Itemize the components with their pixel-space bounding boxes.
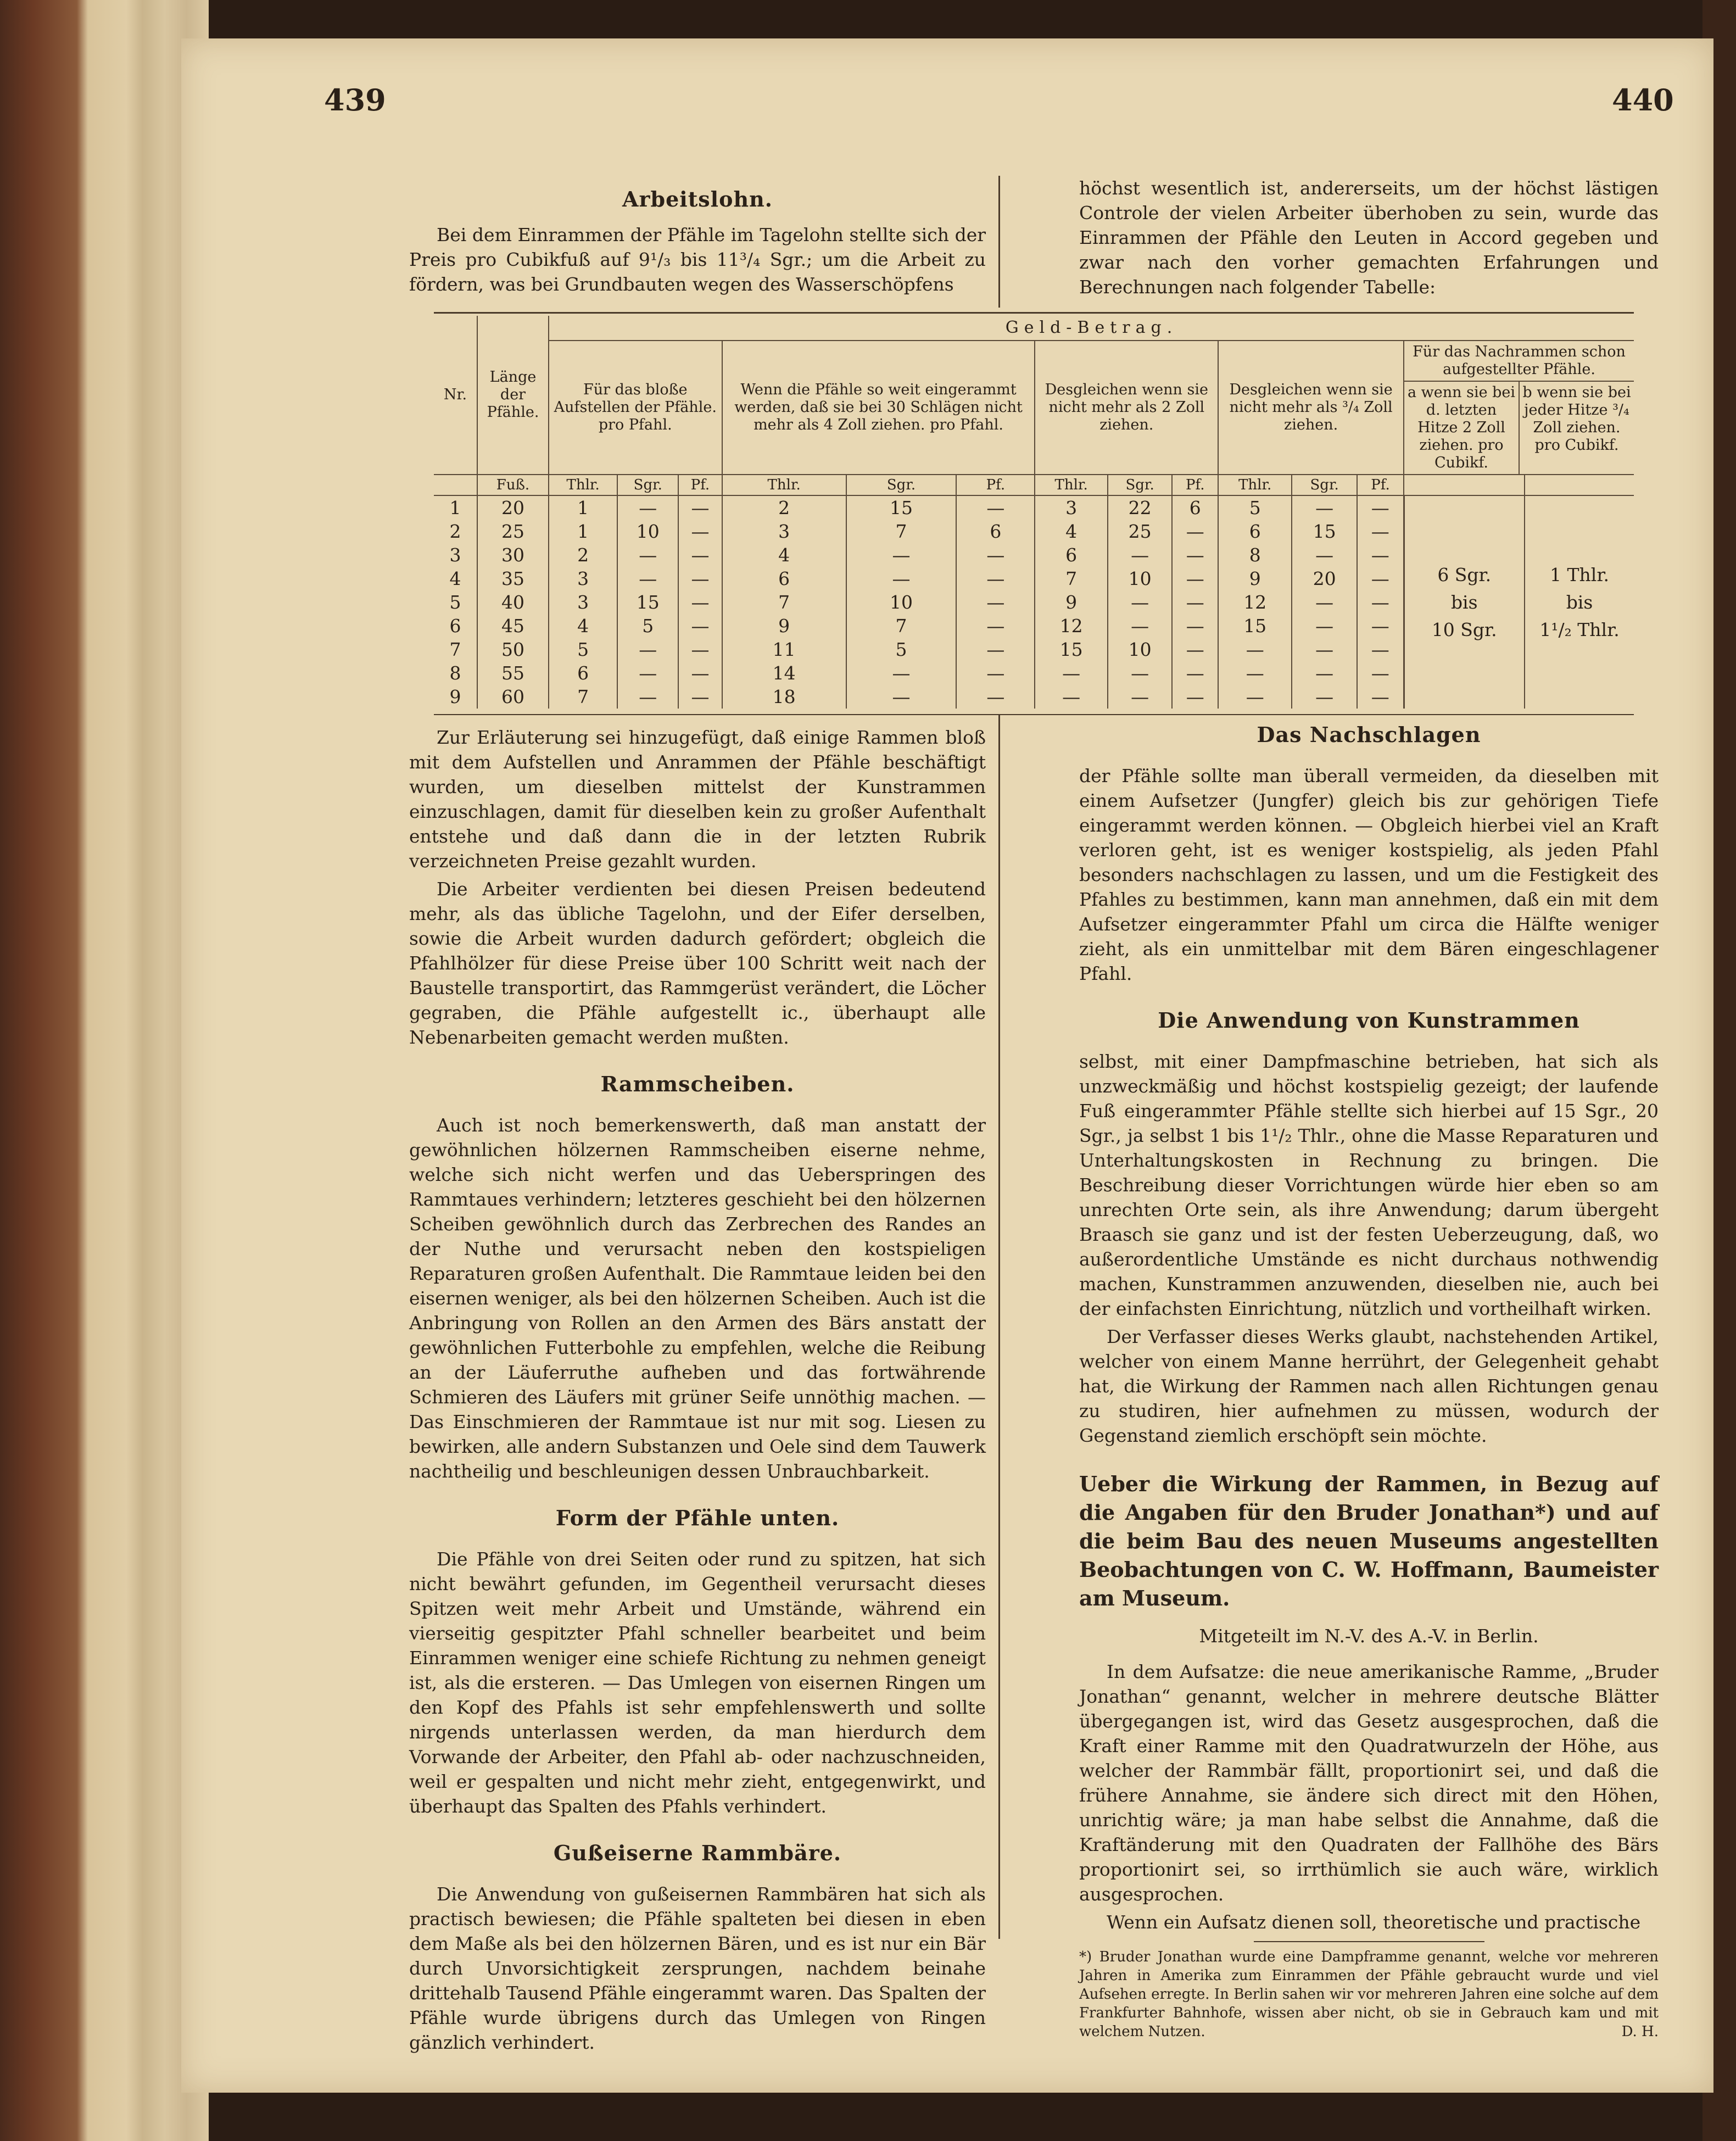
col-g5-title: Für das Nachrammen schon aufgestellter Pfähle. <box>1404 341 1634 382</box>
arbeitslohn-heading: Arbeitslohn. <box>622 187 773 211</box>
table-cell: — <box>1292 638 1357 661</box>
table-cell: — <box>1292 543 1357 567</box>
table-cell: 2 <box>549 543 617 567</box>
table-cell: — <box>956 590 1035 614</box>
unit-sgr: Sgr. <box>617 475 678 495</box>
table-cell: 5 <box>617 614 678 638</box>
unit-fuss: Fuß. <box>477 475 549 495</box>
page-number-left: 439 <box>324 82 386 118</box>
table-cell: — <box>1357 638 1404 661</box>
table-cell: 6 <box>449 615 461 637</box>
right-column-lower <box>1079 717 1659 2041</box>
table-cell: — <box>1357 520 1404 543</box>
table-cell: — <box>1172 638 1218 661</box>
table-cell: 15 <box>617 590 678 614</box>
table-cell: 40 <box>477 590 549 614</box>
price-table <box>434 316 1634 709</box>
table-cell: — <box>1108 685 1172 709</box>
table-cell: 60 <box>477 685 549 709</box>
table-cell: 3 <box>1035 495 1107 520</box>
table-cell: 9 <box>1035 590 1107 614</box>
table-cell: 7 <box>722 590 846 614</box>
table-cell: — <box>678 661 722 685</box>
table-cell: — <box>956 495 1035 520</box>
unit-thlr: Thlr. <box>1218 475 1292 495</box>
table-cell: 15 <box>846 495 957 520</box>
table-cell: 4 <box>1035 520 1107 543</box>
table-cell: 9 <box>722 614 846 638</box>
table-cell: 3 <box>722 520 846 543</box>
nachschlagen-heading: Das Nachschlagen <box>1257 722 1481 747</box>
table-cell: 35 <box>477 567 549 590</box>
mitgeteilt-line: Mitgeteilt im N.-V. des A.-V. in Berlin. <box>1199 1625 1539 1647</box>
col-g2: Wenn die Pfähle so weit eingerammt werden, daß sie bei 30 Schlägen nicht mehr als 4 Zoll ziehen. pro Pfahl. <box>722 341 1035 475</box>
col-g5a: a wenn sie bei d. letzten Hitze 2 Zoll ziehen. pro Cubikf. <box>1404 382 1520 474</box>
range-cell-b <box>1525 495 1634 709</box>
table-cell: — <box>678 495 722 520</box>
table-cell: — <box>1218 661 1292 685</box>
range-line: 1 Thlr. <box>1550 564 1609 586</box>
unit-sgr: Sgr. <box>1108 475 1172 495</box>
table-cell: — <box>1172 590 1218 614</box>
range-line: 1¹/₂ Thlr. <box>1539 618 1620 640</box>
table-cell: 1 <box>549 495 617 520</box>
col-g5b: b wenn sie bei jeder Hitze ³/₄ Zoll ziehen. pro Cubikf. <box>1522 384 1631 454</box>
table-cell: — <box>1292 495 1357 520</box>
table-row <box>434 495 1634 520</box>
guss-heading: Gußeiserne Rammbäre. <box>553 1841 842 1865</box>
table-cell: — <box>1357 495 1404 520</box>
table-cell: — <box>678 520 722 543</box>
table-cell: — <box>956 567 1035 590</box>
footnote-text: *) Bruder Jonathan wurde eine Dampframme genannt, welche vor mehreren Jahren in Amerika zum Einrammen der Pfähle gebraucht wurde und viel Aufsehen erregte. In Berlin sahen wir vor mehreren Jahren eine solche auf dem Frankfurter Bahnhofe, wissen aber nicht, ob sie in Gebrauch kam und mit welchem Nutzen. <box>1079 1949 1659 2040</box>
table-cell: — <box>846 567 957 590</box>
table-cell: 7 <box>1035 567 1107 590</box>
header-geld-betrag: Geld-Betrag. <box>549 316 1634 341</box>
unit-pf: Pf. <box>1357 475 1404 495</box>
table-cell: 6 <box>722 567 846 590</box>
col-laenge: Länge der Pfähle. <box>477 316 549 475</box>
table-cell: 7 <box>846 520 957 543</box>
table-cell: — <box>1035 661 1107 685</box>
anwendung-paragraph-1: selbst, mit einer Dampfmaschine betrieben, hat sich als unzweckmäßig und höchst kostspielig gezeigt; der laufende Fuß eingerammter Pfähle stellte sich hierbei auf 15 Sgr., 20 Sgr., ja selbst 1 bis 1¹/₂ Thlr., ohne die Masse Reparaturen und Unterhaltungskosten in Rechnung zu bringen. Die Beschreibung dieser Vorrichtungen würde hier eben so am unrechten Orte sein, als ihre Anwendung; darum übergeht Braasch sie ganz und ist der festen Ueberzeugung, daß, wo außerordentliche Umstände es nicht durchaus nothwendig machen, Kunstrammen anzuwenden, dieselben nie, auch bei der einfachsten Einrichtung, nützlich und vortheilhaft wirken. <box>1079 1051 1659 1319</box>
table-cell: — <box>1292 614 1357 638</box>
table-cell: — <box>1172 685 1218 709</box>
table-cell: 6 <box>956 520 1035 543</box>
form-paragraph: Die Pfähle von drei Seiten oder rund zu spitzen, hat sich nicht bewährt gefunden, im Gegentheil verursacht dieses Spitzen weit mehr Arbeit und Umstände, während ein vierseitig gespitzter Pfahl schneller bearbeitet und beim Einrammen weniger eine schiefe Richtung zu nehmen geneigt ist, als die ersteren. — Das Umlegen von eisernen Ringen um den Kopf des Pfahls ist sehr empfehlenswerth und sollte nirgends unterlassen werden, da man hierdurch dem Vorwande der Arbeiter, den Pfahl ab- oder nachzuschneiden, weil er gespalten und nicht mehr zieht, entgegenwirkt, und überhaupt das Spalten des Pfahls verhindert. <box>409 1548 986 1817</box>
table-cell: 20 <box>477 495 549 520</box>
table-cell: — <box>1218 638 1292 661</box>
table-cell: — <box>956 543 1035 567</box>
table-cell: — <box>1292 590 1357 614</box>
range-line: 10 Sgr. <box>1431 618 1497 640</box>
table-cell: — <box>678 543 722 567</box>
table-cell: — <box>956 685 1035 709</box>
rammscheiben-paragraph: Auch ist noch bemerkenswerth, daß man anstatt der gewöhnlichen hölzernen Rammscheiben eiserne nehme, welche sich nicht werfen und das Ueberspringen des Rammtaues verhindern; letzteres geschieht bei den hölzernen Scheiben gewöhnlich durch das Zerbrechen des Randes an der Nuthe und verursacht neben den kostspieligen Reparaturen großen Aufenthalt. Die Rammtaue leiden bei den eisernen weniger, als bei den hölzernen Scheiben. Auch ist die Anbringung von Rollen an den Armen des Bärs anstatt der gewöhnlichen Futterbohle zu empfehlen, welche die Reibung an der Läuferruthe aufheben und das fortwährende Schmieren des Läufers mit grüner Seife unnöthig machen. — Das Einschmieren der Rammtaue ist nur mit sog. Liesen zu bewirken, alle andern Substanzen und Oele sind dem Tauwerk nachtheilig und beschleunigen dessen Unbrauchbarkeit. <box>409 1114 986 1482</box>
table-cell: — <box>617 638 678 661</box>
table-cell: — <box>956 638 1035 661</box>
table-cell: 2 <box>449 520 461 542</box>
table-cell: — <box>956 614 1035 638</box>
table-cell: — <box>617 543 678 567</box>
column-divider-lower <box>998 714 1000 1939</box>
page-number-right: 440 <box>1612 82 1674 118</box>
table-cell: 6 <box>549 661 617 685</box>
col-g3: Desgleichen wenn sie nicht mehr als 2 Zoll ziehen. <box>1035 341 1218 475</box>
footnote-signature: D. H. <box>1621 2023 1659 2040</box>
unit-thlr: Thlr. <box>722 475 846 495</box>
table-body <box>434 495 1634 709</box>
table-bottom-rule <box>434 714 1634 715</box>
table-cell: 1 <box>549 520 617 543</box>
table-cell: 2 <box>722 495 846 520</box>
table-cell: — <box>1292 685 1357 709</box>
table-cell: — <box>1108 661 1172 685</box>
arbeitslohn-section <box>409 176 986 300</box>
table-cell: — <box>1108 543 1172 567</box>
table-cell: 14 <box>722 661 846 685</box>
col-g1: Für das bloße Aufstellen der Pfähle. pro Pfahl. <box>549 341 722 475</box>
table-cell: 11 <box>722 638 846 661</box>
table-cell: — <box>846 685 957 709</box>
table-cell: 12 <box>1218 590 1292 614</box>
table-cell: — <box>678 590 722 614</box>
table-cell: — <box>846 661 957 685</box>
table-cell: — <box>1357 567 1404 590</box>
table-cell: 9 <box>1218 567 1292 590</box>
table-cell: 45 <box>477 614 549 638</box>
unit-sgr: Sgr. <box>1292 475 1357 495</box>
table-cell: 25 <box>477 520 549 543</box>
table-cell: — <box>617 661 678 685</box>
ueber-heading: Ueber die Wirkung der Rammen, in Bezug auf die Angaben für den Bruder Jonathan*) und auf die beim Bau des neuen Museums angestellten Beobachtungen von C. W. Hoffmann, Baumeister am Museum. <box>1079 1471 1659 1610</box>
table-cell: — <box>1108 614 1172 638</box>
table-cell: — <box>678 638 722 661</box>
footnote-rule <box>1254 1941 1484 1942</box>
table-cell: — <box>1172 543 1218 567</box>
table-cell: 4 <box>449 567 461 589</box>
table-cell: — <box>617 567 678 590</box>
table-cell: — <box>617 685 678 709</box>
anwendung-paragraph-2: Der Verfasser dieses Werks glaubt, nachstehenden Artikel, welcher von einem Manne herrührt, der Gelegenheit gehabt hat, die Wirkung der Rammen nach allen Richtungen genau zu studiren, hier aufnehmen zu müssen, wodurch der Gegenstand ziemlich erschöpft sein möchte. <box>1079 1326 1659 1446</box>
erlaeuterung-paragraph-2: Die Arbeiter verdienten bei diesen Preisen bedeutend mehr, als das übliche Tagelohn, und der Eifer derselben, sowie die Arbeit wurden dadurch gefördert; obgleich die Pfahlhölzer für diese Preise über 100 Schritt weit nach der Baustelle transportirt, das Rammgerüst verändert, die Löcher gegraben, die Pfähle aufgestellt ic., überhaupt alle Nebenarbeiten gemacht werden mußten. <box>409 878 986 1048</box>
table-cell: 8 <box>1218 543 1292 567</box>
unit-pf: Pf. <box>678 475 722 495</box>
table-cell: — <box>1357 543 1404 567</box>
table-cell: 8 <box>449 662 461 684</box>
table-cell: 7 <box>846 614 957 638</box>
col-g5 <box>1404 341 1634 475</box>
table-cell: 22 <box>1108 495 1172 520</box>
table-cell: 9 <box>449 685 461 707</box>
table-cell: 6 <box>1035 543 1107 567</box>
table-cell: 15 <box>1292 520 1357 543</box>
table-cell: 6 <box>1172 495 1218 520</box>
table-cell: — <box>617 495 678 520</box>
table-cell: — <box>1357 661 1404 685</box>
unit-thlr: Thlr. <box>1035 475 1107 495</box>
table-cell: — <box>1172 520 1218 543</box>
table-cell: 25 <box>1108 520 1172 543</box>
table-cell: — <box>1357 685 1404 709</box>
rammscheiben-heading: Rammscheiben. <box>600 1072 795 1096</box>
table-cell: 30 <box>477 543 549 567</box>
erlaeuterung-paragraph-1: Zur Erläuterung sei hinzugefügt, daß einige Rammen bloß mit dem Aufstellen und Anrammen der Pfähle beschäftigt wurden, um dieselben mittelst der Kunstrammen einzuschlagen, damit für dieselben kein zu großer Aufenthalt entstehe und daß dann die in der letzten Rubrik verzeichneten Preise gezahlt wurden. <box>409 727 986 872</box>
table-cell: — <box>1292 661 1357 685</box>
unit-pf: Pf. <box>1172 475 1218 495</box>
table-cell: — <box>846 543 957 567</box>
table-cell: 18 <box>722 685 846 709</box>
table-cell: 15 <box>1035 638 1107 661</box>
table-cell: 20 <box>1292 567 1357 590</box>
table-cell: — <box>1172 614 1218 638</box>
table-cell: — <box>1108 590 1172 614</box>
aufsatz-paragraph-2: Wenn ein Aufsatz dienen soll, theoretische und practische <box>1107 1911 1641 1933</box>
table-cell: 12 <box>1035 614 1107 638</box>
table-cell: 10 <box>1108 567 1172 590</box>
unit-pf: Pf. <box>956 475 1035 495</box>
table-cell: 15 <box>1218 614 1292 638</box>
table-cell: 1 <box>449 497 461 518</box>
table-cell: 3 <box>549 567 617 590</box>
col-g4: Desgleichen wenn sie nicht mehr als ³/₄ Zoll ziehen. <box>1218 341 1404 475</box>
table-cell: 7 <box>449 638 461 660</box>
table-cell: 4 <box>722 543 846 567</box>
table-cell: — <box>956 661 1035 685</box>
table-cell: 5 <box>846 638 957 661</box>
anwendung-heading: Die Anwendung von Kunstrammen <box>1158 1008 1580 1033</box>
table-cell: 10 <box>617 520 678 543</box>
table-cell: — <box>678 567 722 590</box>
table-cell: 4 <box>549 614 617 638</box>
range-line: bis <box>1450 591 1478 613</box>
table-cell: — <box>678 614 722 638</box>
range-line: bis <box>1566 591 1593 613</box>
table-cell: 7 <box>549 685 617 709</box>
unit-sgr: Sgr. <box>846 475 957 495</box>
right-intro-paragraph: höchst wesentlich ist, andererseits, um der höchst lästigen Controle der vielen Arbeiter überhoben zu sein, wurde das Einrammen der Pfähle den Leuten in Accord gegeben und zwar nach den vorher gemachten Erfahrungen und Berechnungen nach folgender Tabelle: <box>1079 177 1659 298</box>
book-page-edges <box>0 0 209 2141</box>
footnote <box>1079 1948 1659 2041</box>
table-cell: 5 <box>449 591 461 613</box>
table-cell: 3 <box>449 544 461 566</box>
column-divider-top <box>998 176 1000 308</box>
guss-paragraph: Die Anwendung von gußeisernen Rammbären hat sich als practisch bewiesen; die Pfähle spalteten bei diesen in eben dem Maße als bei den hölzernen Bären, und es ist nur ein Bär durch Unvorsichtigkeit zersprungen, nachdem beinahe drittehalb Tausend Pfähle eingerammt waren. Das Spalten der Pfähle wurde übrigens durch das Umlegen von Ringen gänzlich verhindert. <box>409 1883 986 2053</box>
table-cell: 50 <box>477 638 549 661</box>
table-cell: — <box>1218 685 1292 709</box>
table-cell: — <box>1357 590 1404 614</box>
table-cell: 3 <box>549 590 617 614</box>
range-cell-a <box>1404 495 1525 709</box>
table-top-rule <box>434 312 1634 314</box>
col-nr: Nr. <box>434 316 477 475</box>
table-cell: 10 <box>1108 638 1172 661</box>
table-cell: — <box>1035 685 1107 709</box>
table-cell: 5 <box>1218 495 1292 520</box>
left-column-lower <box>409 725 986 2058</box>
table-cell: 55 <box>477 661 549 685</box>
aufsatz-paragraph-1: In dem Aufsatze: die neue amerikanische Ramme, „Bruder Jonathan“ genannt, welcher in mehrere deutsche Blätter übergegangen ist, wird das Gesetz ausgesprochen, daß die Kraft einer Ramme mit den Quadratwurzeln der Höhe, aus welcher der Rammbär fällt, proportionirt sei, und daß die frühere Annahme, sie ändere sich direct mit den Höhen, unrichtig wäre; ja man habe selbst die Annahme, daß die Kraftänderung mit den Quadraten der Fallhöhe des Bärs proportionirt sei, so irrthümlich sie auch wäre, wirklich ausgesprochen. <box>1079 1661 1659 1905</box>
arbeitslohn-paragraph: Bei dem Einrammen der Pfähle im Tagelohn stellte sich der Preis pro Cubikfuß auf 9¹/₃ bis 11³/₄ Sgr.; um die Arbeit zu fördern, was bei Grundbauten wegen des Wasserschöpfens <box>409 224 986 295</box>
unit-thlr: Thlr. <box>549 475 617 495</box>
table-cell: — <box>1357 614 1404 638</box>
table-cell: — <box>678 685 722 709</box>
table-cell: — <box>1172 661 1218 685</box>
range-line: 6 Sgr. <box>1437 564 1492 586</box>
right-intro-section <box>1079 176 1659 303</box>
table-cell: 6 <box>1218 520 1292 543</box>
table-cell: 5 <box>549 638 617 661</box>
table-cell: 10 <box>846 590 957 614</box>
nachschlagen-paragraph: der Pfähle sollte man überall vermeiden, da dieselben mit einem Aufsetzer (Jungfer) gleich bis zur gehörigen Tiefe eingerammt werden können. — Obgleich hierbei viel an Kraft verloren geht, ist es weniger kostspielig, als jeden Pfahl besonders nachschlagen zu lassen, und um die Festigkeit des Pfahles zu bestimmen, kann man annehmen, daß ein mit dem Aufsetzer eingerammter Pfahl um circa die Hälfte weniger zieht, als ein unmittelbar mit dem Bären eingeschlagener Pfahl. <box>1079 765 1659 984</box>
table-cell: — <box>1172 567 1218 590</box>
form-heading: Form der Pfähle unten. <box>555 1506 840 1530</box>
